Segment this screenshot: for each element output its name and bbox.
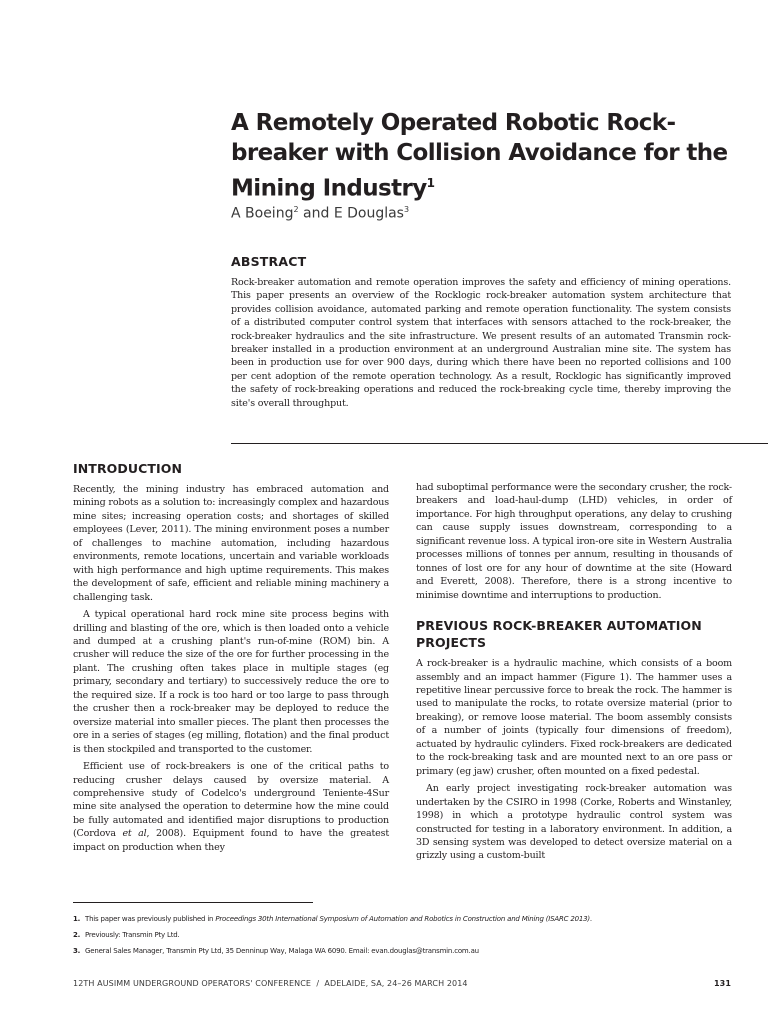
footnote-text: Previously: Transmin Pty Ltd.	[85, 931, 180, 939]
section-divider	[231, 443, 768, 444]
footnote	[73, 911, 733, 927]
author-footnote-mark: 2	[293, 205, 299, 214]
body-column-left	[73, 460, 389, 854]
page-number: 131	[714, 979, 731, 988]
author-connector: and	[298, 205, 334, 222]
title-footnote-mark: 1	[426, 176, 436, 190]
conference-name: 12TH AUSIMM UNDERGROUND OPERATORS' CONFERENCE / ADELAIDE, SA, 24–26 MARCH 2014	[73, 979, 468, 988]
footnote-italic: Proceedings 30th International Symposium of Automation and Robotics in Construction and Mining (ISARC 2013)	[215, 915, 590, 923]
footnote	[73, 927, 733, 943]
footnote-text: General Sales Manager, Transmin Pty Ltd, 35 Denninup Way, Malaga WA 6090. Email: evan.douglas@transmin.com.au	[85, 947, 479, 955]
footnote-text: .	[589, 915, 592, 923]
body-paragraph: An early project investigating rock-breaker automation was undertaken by the CSIRO in 1998 (Corke, Roberts and Winstanley, 1998) in which a prototype hydraulic control system was constructed for testing in a laboratory environment. In addition, a 3D sensing system was developed to detect oversize material on a grizzly using a custom-built	[416, 783, 732, 862]
abstract-text: Rock-breaker automation and remote operation improves the safety and efficiency of mining operations. This paper presents an overview of the Rocklogic rock-breaker automation system architecture that provides collision avoidance, automated parking and remote operation functionality. The system consists of a distributed computer control system that interfaces with sensors attached to the rock-breaker, the rock-breaker hydraulics and the site infrastructure. We present results of an automated Transmin rock-breaker installed in a production environment at an underground Australian mine site. The system has been in production use for over 900 days, during which there have been no reported collisions and 100 per cent adoption of the remote operation technology. As a result, Rocklogic has significantly improved the safety of rock-breaking operations and reduced the rock-breaking cycle time, thereby improving the site's overall throughput.	[231, 277, 731, 409]
body-text: , 2008). Equipment found to have the greatest impact on production when they	[73, 828, 389, 853]
author-name: E Douglas	[333, 205, 404, 222]
body-paragraph: had suboptimal performance were the secondary crusher, the rock-breakers and load-haul-dump (LHD) vehicles, in order of importance. For high throughput operations, any delay to crushing can cause supply issues downstream, corresponding to a significant revenue loss. A typical iron-ore site in Western Australia processes millions of tonnes per annum, resulting in thousands of tonnes of lost ore for any hour of downtime at the site (Howard and Everett, 2008). Therefore, there is a strong incentive to minimise downtime and interruptions to production.	[416, 482, 732, 601]
body-paragraph	[73, 760, 389, 854]
body-paragraph: A typical operational hard rock mine site process begins with drilling and blasting of the ore, which is then loaded onto a vehicle and dumped at a crushing plant's run-of-mine (ROM) bin. A crusher will reduce the size of the ore for further processing in the plant. The crushing often takes place in multiple stages (eg primary, secondary and tertiary) to successively reduce the ore to the required size. If a rock is too hard or too large to pass through the crusher then a rock-breaker may be deployed to reduce the oversize material into smaller pieces. The plant then processes the ore in a series of stages (eg milling, flotation) and the final product is then stockpiled and transported to the customer.	[73, 609, 389, 755]
footnote-number: 1.	[73, 915, 81, 923]
footnote-number: 3.	[73, 947, 81, 955]
author-footnote-mark: 3	[403, 205, 410, 214]
section-heading-previous-projects: PREVIOUS ROCK-BREAKER AUTOMATION PROJECTS	[416, 618, 702, 651]
abstract-heading: ABSTRACT	[231, 254, 307, 269]
body-text: Efficient use of rock-breakers is one of the critical paths to reducing crusher delays caused by oversize material. A comprehensive study of Codelco's underground Teniente-4Sur mine site analysed the operation to determine how the mine could be fully automated and identified major disruptions to production (Cordova	[73, 761, 389, 840]
body-paragraph: Recently, the mining industry has embraced automation and mining robots as a solution to: increasingly complex and hazardous mine sites; increasing operation costs; and shortages of skilled employees (Lever, 2011). The mining environment poses a number of challenges to machine automation, including hazardous environments, remote locations, uncertain and variable workloads with high performance and high uptime requirements. This makes the development of safe, efficient and reliable mining machinery a challenging task.	[73, 484, 389, 603]
footnotes	[73, 911, 733, 959]
footnote-text: This paper was previously published in	[85, 915, 216, 923]
footnote-number: 2.	[73, 931, 81, 939]
body-paragraph: A rock-breaker is a hydraulic machine, which consists of a boom assembly and an impact hammer (Figure 1). The hammer uses a repetitive linear percussive force to break the rock. The hammer is used to manipulate the rocks, to rotate oversize material (prior to breaking), or remove loose material. The boom assembly consists of a number of joints (typically four dimensions of freedom), actuated by hydraulic cylinders. Fixed rock-breakers are dedicated to the rock-breaking task and are mounted next to an ore pass or primary (eg jaw) crusher, often mounted on a fixed pedestal.	[416, 658, 732, 777]
page-footer	[73, 979, 731, 988]
body-column-right	[416, 481, 732, 863]
section-heading-introduction: INTRODUCTION	[73, 461, 183, 476]
paper-title-text: A Remotely Operated Robotic Rock-breaker with Collision Avoidance for the Mining Industry	[231, 110, 728, 202]
footnote	[73, 943, 733, 959]
author-name: A Boeing	[231, 205, 294, 222]
author-line	[231, 205, 409, 222]
footnote-divider	[73, 902, 313, 903]
paper-title	[231, 108, 731, 204]
citation-italic: et al	[122, 828, 147, 840]
